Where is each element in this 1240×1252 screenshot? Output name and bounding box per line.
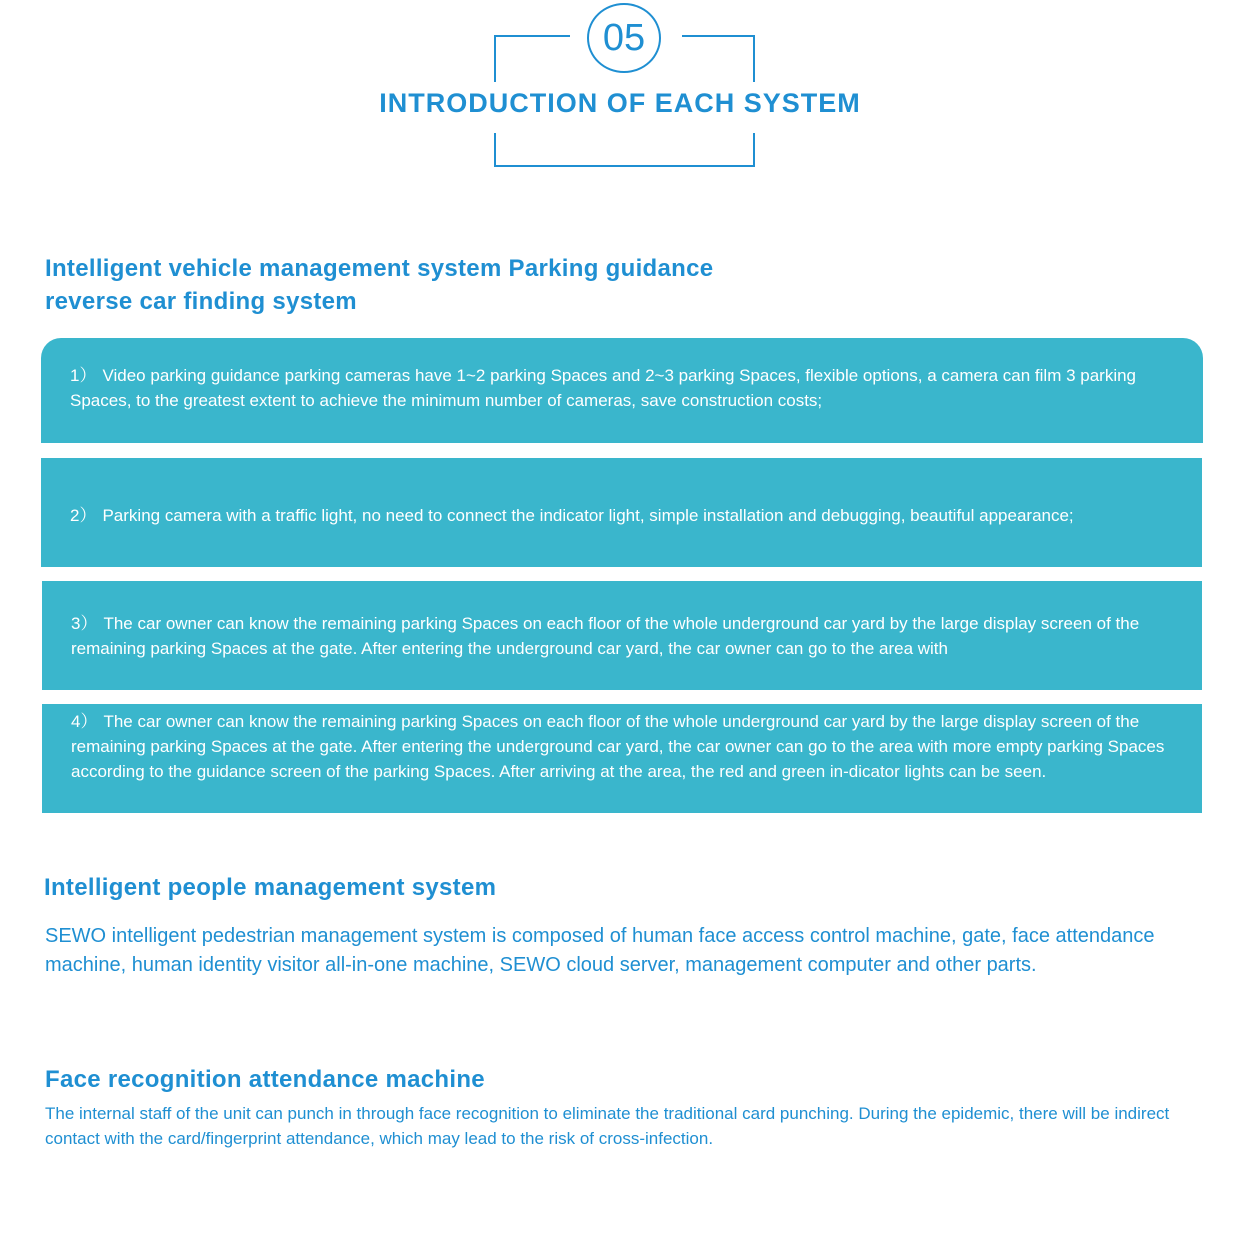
feature-text: Parking camera with a traffic light, no need to connect the indicator light, simple installation and debugging, beautiful appearance;: [102, 506, 1074, 525]
feature-number: 2）: [70, 506, 97, 525]
frame-top-right-vertical: [753, 35, 755, 82]
feature-text: The car owner can know the remaining parking Spaces on each floor of the whole underground car yard by the large display screen of the remaining parking Spaces at the gate. After entering the underground car yard, the car owner can go to the area with more empty parking Spaces according to the guidance screen of the parking Spaces. After arriving at the area, the red and green in-dicator lights can be seen.: [71, 712, 1165, 781]
feature-number: 4）: [71, 712, 98, 731]
feature-card-3: [42, 581, 1202, 690]
feature-text: Video parking guidance parking cameras have 1~2 parking Spaces and 2~3 parking Spaces, flexible options, a camera can film 3 parking Spaces, to the greatest extent to achieve the minimum number of cameras, save construction costs;: [70, 366, 1137, 410]
feature-card-4: [42, 704, 1202, 813]
vehicle-title-line2: reverse car finding system: [45, 288, 357, 315]
feature-number: 3）: [71, 614, 98, 633]
feature-number: 1）: [70, 366, 97, 385]
feature-card-1: [41, 338, 1203, 443]
frame-top-left-vertical: [494, 35, 496, 82]
section-number-badge: 05: [587, 3, 661, 73]
people-section-body: SEWO intelligent pedestrian management system is composed of human face access control machine, gate, face attendance machine, human identity visitor all-in-one machine, SEWO cloud server, management computer and other parts.: [45, 925, 1155, 976]
face-section-body: The internal staff of the unit can punch in through face recognition to eliminate the traditional card punching. During the epidemic, there will be indirect contact with the card/fingerprint attendance, which may lead to the risk of cross-infection.: [45, 1104, 1170, 1148]
page-title: INTRODUCTION OF EACH SYSTEM: [379, 88, 861, 118]
frame-bottom-line: [494, 165, 755, 167]
frame-top-left-line: [494, 35, 570, 37]
feature-text: The car owner can know the remaining parking Spaces on each floor of the whole underground car yard by the large display screen of the remaining parking Spaces at the gate. After entering the underground car yard, the car owner can go to the area with: [71, 614, 1140, 658]
frame-top-right-line: [682, 35, 755, 37]
frame-bottom-left-vertical: [494, 133, 496, 167]
face-section-title: Face recognition attendance machine: [45, 1066, 485, 1093]
people-section-title: Intelligent people management system: [44, 874, 497, 901]
frame-bottom-right-vertical: [753, 133, 755, 167]
vehicle-section-title: [45, 252, 713, 318]
feature-card-2: [41, 458, 1202, 567]
vehicle-title-line1: Intelligent vehicle management system Parking guidance: [45, 255, 714, 282]
